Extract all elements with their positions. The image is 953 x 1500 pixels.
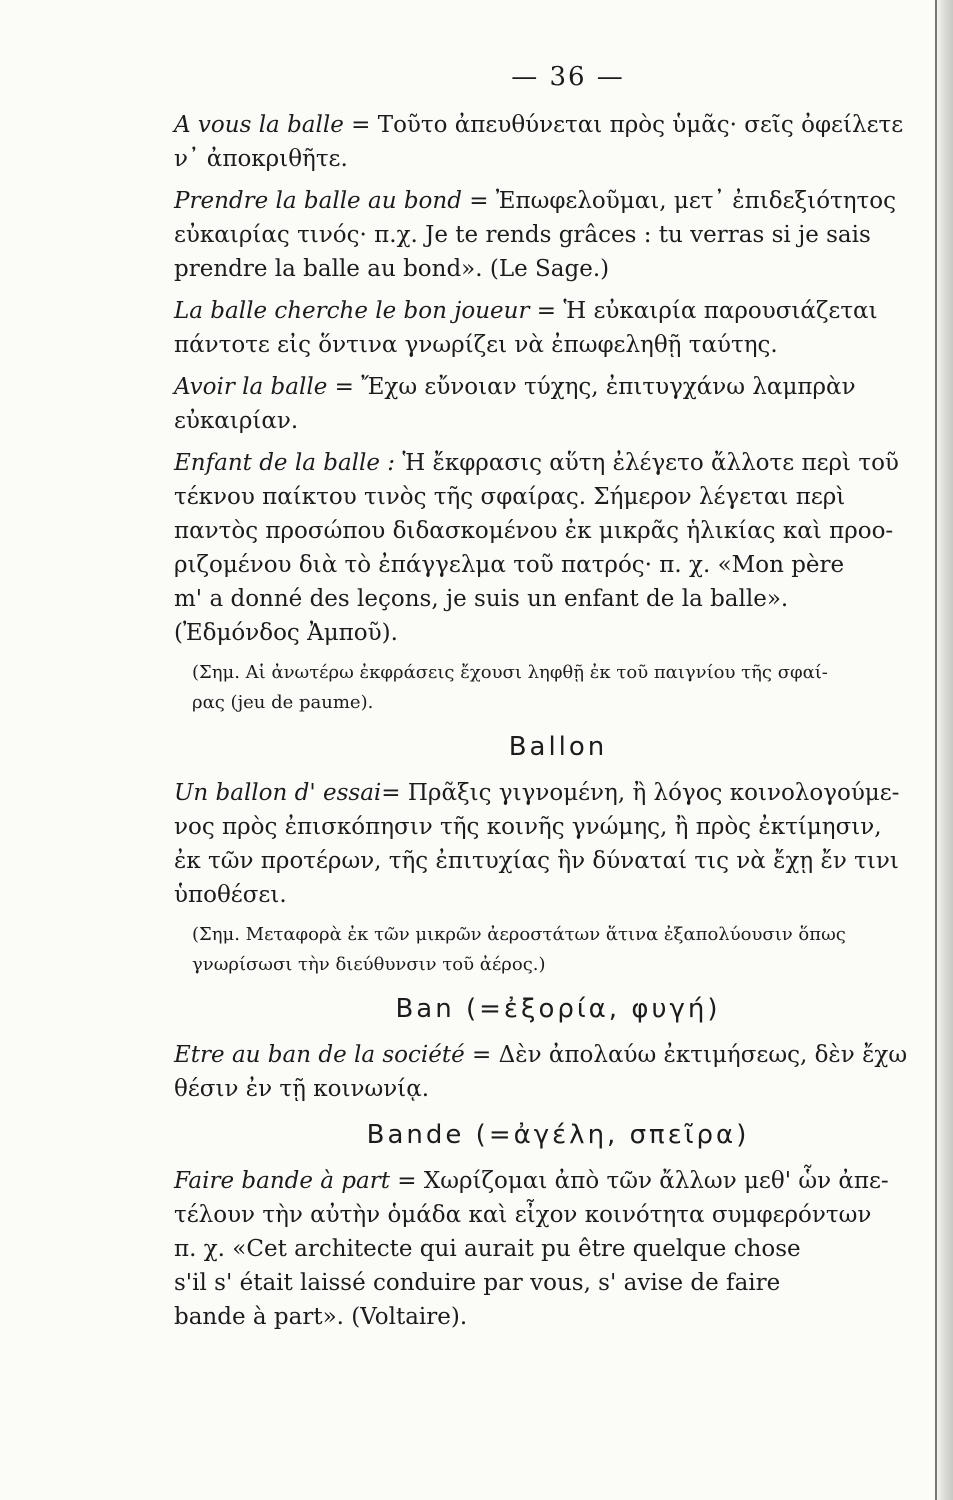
- entry-text: = Ἐπωφελοῦμαι, μετ᾽ ἐπιδεξιότητος: [469, 188, 896, 214]
- note-text: (Σημ. Μεταφορὰ ἐκ τῶν μικρῶν ἀεροστάτων ἅτινα ἐξαπολύουσιν ὅπως: [192, 924, 846, 945]
- entry-text: = Ἔχω εὔνοιαν τύχης, ἐπιτυγχάνω λαμπρὰν: [334, 374, 856, 400]
- entry-text: prendre la balle au bond». (Le Sage.): [174, 256, 610, 282]
- entry-term: Prendre la balle au bond: [174, 188, 462, 214]
- entry-text: = Τοῦτο ἀπευθύνεται πρὸς ὑμᾶς· σεῖς ὀφείλετε: [351, 112, 904, 138]
- entry-faire-bande-a-part: [174, 1164, 942, 1334]
- entry-text: m' a donné des leçons, je suis un enfant de la balle».: [174, 586, 789, 612]
- heading-bande: Bande (=ἀγέλη, σπεῖρα): [366, 1120, 750, 1150]
- note-text: γνωρίσωσι τὴν διεύθυνσιν τοῦ ἀέρος.): [192, 954, 546, 975]
- entry-term: Avoir la balle: [174, 374, 328, 400]
- note-ballon: [174, 920, 942, 980]
- entry-etre-au-ban: [174, 1038, 942, 1106]
- entry-text: = Δὲν ἀπολαύω ἐκτιμήσεως, δὲν ἔχω: [472, 1042, 908, 1068]
- entry-text: πάντοτε εἰς ὅντινα γνωρίζει νὰ ἐπωφεληθῇ ταύτης.: [174, 332, 778, 358]
- entry-un-ballon-d-essai: [174, 776, 942, 912]
- entry-text: = Ἡ εὐκαιρία παρουσιάζεται: [536, 298, 878, 324]
- entry-text: = Χωρίζομαι ἀπὸ τῶν ἄλλων μεθ' ὧν ἀπε-: [397, 1168, 889, 1194]
- entry-text: ὑποθέσει.: [174, 882, 287, 908]
- entry-text: παντὸς προσώπου διδασκομένου ἐκ μικρᾶς ἡλικίας καὶ προο-: [174, 518, 894, 544]
- entry-term: Faire bande à part: [174, 1168, 390, 1194]
- entry-enfant-de-la-balle: [174, 446, 942, 650]
- entry-text: νος πρὸς ἐπισκόπησιν τῆς κοινῆς γνώμης, ἢ πρὸς ἐκτίμησιν,: [174, 814, 882, 840]
- note-text: (Σημ. Αἱ ἀνωτέρω ἐκφράσεις ἔχουσι ληφθῇ ἐκ τοῦ παιγνίου τῆς σφαί-: [192, 662, 828, 683]
- entry-text: Ἡ ἔκφρασις αὕτη ἐλέγετο ἄλλοτε περὶ τοῦ: [395, 450, 899, 476]
- entry-text: (Ἐδμόνδος Ἀμποῦ).: [174, 620, 398, 646]
- entry-text: θέσιν ἐν τῇ κοινωνίᾳ.: [174, 1076, 430, 1102]
- entry-text: ἐκ τῶν προτέρων, τῆς ἐπιτυχίας ἣν δύναταί τις νὰ ἔχῃ ἔν τινι: [174, 848, 899, 874]
- page-number: — 36 —: [511, 62, 625, 92]
- page-content: [174, 62, 942, 1342]
- entry-text: τέκνου παίκτου τινὸς τῆς σφαίρας. Σήμερον λέγεται περὶ: [174, 484, 846, 510]
- entry-text: εὐκαιρίας τινός· π.χ. Je te rends grâces : tu verras si je sais: [174, 222, 871, 248]
- entry-prendre-la-balle: [174, 184, 942, 286]
- entry-term: A vous la balle: [174, 112, 344, 138]
- entry-text: bande à part». (Voltaire).: [174, 1304, 468, 1330]
- entry-text: εὐκαιρίαν.: [174, 408, 299, 434]
- entry-text: = Πρᾶξις γιγνομένη, ἢ λόγος κοινολογούμε-: [381, 780, 900, 806]
- entry-term: Enfant de la balle :: [174, 450, 396, 476]
- heading-ballon: Ballon: [508, 732, 608, 762]
- entry-text: τέλουν τὴν αὐτὴν ὁμάδα καὶ εἶχον κοινότητα συμφερόντων: [174, 1202, 872, 1228]
- heading-ban: Ban (=ἐξορία, φυγή): [395, 994, 721, 1024]
- entry-term: Etre au ban de la société: [174, 1042, 465, 1068]
- entry-text: s'il s' était laissé conduire par vous, s' avise de faire: [174, 1270, 781, 1296]
- entry-a-vous-la-balle: [174, 108, 942, 176]
- note-balle: [174, 658, 942, 718]
- note-text: ρας (jeu de paume).: [192, 692, 374, 713]
- entry-term: Un ballon d' essai: [174, 780, 382, 806]
- entry-text: ριζομένου διὰ τὸ ἐπάγγελμα τοῦ πατρός· π. χ. «Mon père: [174, 552, 845, 578]
- entry-avoir-la-balle: [174, 370, 942, 438]
- entry-la-balle-cherche: [174, 294, 942, 362]
- entry-text: ν᾽ ἀποκριθῆτε.: [174, 146, 348, 172]
- entry-text: π. χ. «Cet architecte qui aurait pu être quelque chose: [174, 1236, 801, 1262]
- entry-term: La balle cherche le bon joueur: [174, 298, 530, 324]
